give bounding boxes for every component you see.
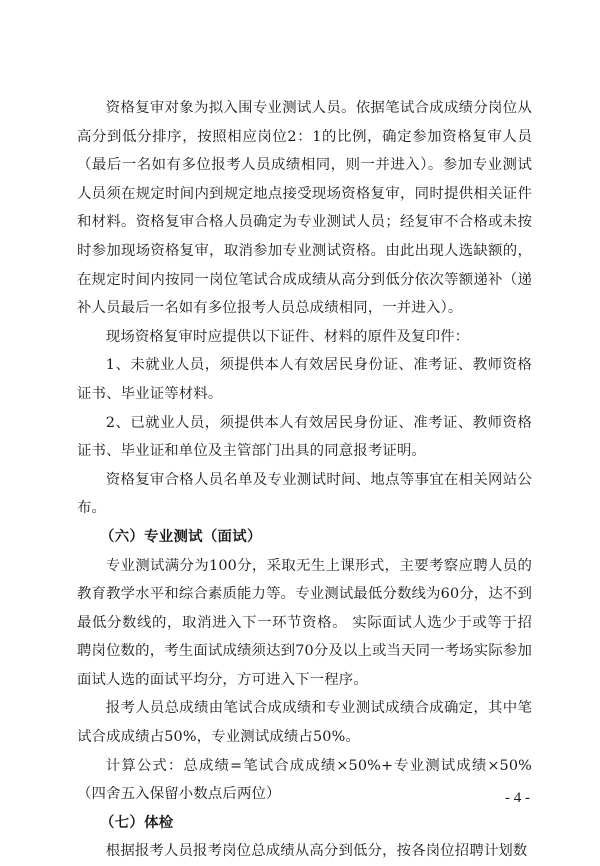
section-heading-professional-test: （六）专业测试（面试）	[100, 527, 262, 545]
paragraph-unemployed-requirements: 1、未就业人员，须提供本人有效居民身份证、准考证、教师资格证书、毕业证等材料。	[77, 357, 532, 402]
paragraph-qualification-review: 资格复审对象为拟入围专业测试人员。依据笔试合成成绩分岗位从高分到低分排序，按照相应岗位2：1的比例，确定参加资格复审人员（最后一名如有多位报考人员成绩相同，则一并进入）。参加专业测试人员须在规定时间内到规定地点接受现场资格复审，同时提供相关证件和材料。资格复审合格人员确定为专业测试人员；经复审不合格或未按时参加现场资格复审，取消参加专业测试资格。由此出现人选缺额的，在规定时间内按同一岗位笔试合成成绩从高分到低分依次等额递补（递补人员最后一名如有多位报考人员总成绩相同，一并进入）。	[77, 100, 532, 317]
paragraph-documents-required: 现场资格复审时应提供以下证件、材料的原件及复印件：	[105, 328, 470, 345]
paragraph-test-scoring: 专业测试满分为100分，采取无生上课形式，主要考察应聘人员的教育教学水平和综合素质能力等。专业测试最低分数线为60分，达不到最低分数线的，取消进入下一环节资格。 实际面试人选少于或等于招聘岗位数的，考生面试成绩须达到70分及以上或当天同一考场实际参加面试人选的面试平均分，方可进入下一程序。	[77, 557, 532, 688]
document-body	[77, 94, 532, 866]
paragraph-employed-requirements: 2、已就业人员，须提供本人有效居民身份证、准考证、教师资格证书、毕业证和单位及主管部门出具的同意报考证明。	[77, 414, 532, 460]
paragraph-review-results: 资格复审合格人员名单及专业测试时间、地点等事宜在相关网站公布。	[77, 471, 532, 517]
paragraph-total-score: 报考人员总成绩由笔试合成成绩和专业测试成绩合成确定，其中笔试合成成绩占50%，专业测试成绩占50%。	[77, 700, 532, 746]
page-number: - 4 -	[505, 790, 530, 806]
section-heading-physical-exam: （七）体检	[100, 813, 174, 831]
paragraph-formula: 计算公式：总成绩=笔试合成成绩×50%+专业测试成绩×50%（四舍五入保留小数点后两位）	[77, 757, 532, 803]
paragraph-physical-exam: 根据报考人员报考岗位总成绩从高分到低分，按各岗位招聘计划数	[105, 843, 528, 860]
